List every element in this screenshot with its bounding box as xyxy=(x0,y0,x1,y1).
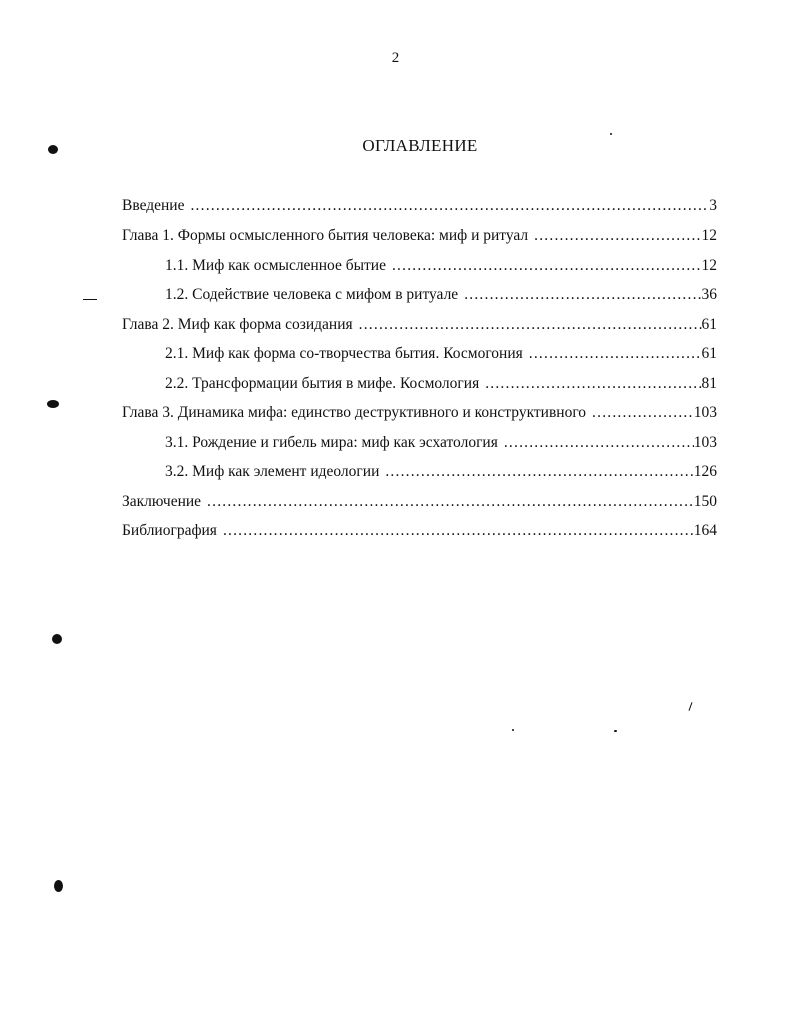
toc-entry-section-3-1 xyxy=(165,434,717,456)
toc-entry-label: Введение xyxy=(122,197,185,214)
page-number: 2 xyxy=(391,50,400,66)
toc-entry-chapter-3 xyxy=(122,404,717,426)
toc-entry-label: Глава 2. Миф как форма созидания xyxy=(122,316,353,333)
toc-entry-page: 61 xyxy=(701,345,717,362)
leader-dots xyxy=(529,345,702,363)
toc-entry-page: 103 xyxy=(693,434,717,451)
toc-entry-section-1-1 xyxy=(165,257,717,279)
scan-speck xyxy=(688,702,692,711)
toc-entry-page: 150 xyxy=(693,493,717,510)
toc-entry-section-2-1 xyxy=(165,345,717,367)
leader-dots xyxy=(534,227,701,245)
scan-speck xyxy=(48,145,58,154)
toc-entry-section-3-2 xyxy=(165,463,717,485)
toc-entry-page: 164 xyxy=(693,522,717,539)
toc-entry-page: 36 xyxy=(701,286,717,303)
leader-dots xyxy=(207,493,694,511)
toc-title: ОГЛАВЛЕНИЕ xyxy=(362,136,478,155)
toc-entry-page: 126 xyxy=(693,463,717,480)
scan-speck xyxy=(54,880,63,892)
toc-entry-label: Глава 1. Формы осмысленного бытия человека: миф и ритуал xyxy=(122,227,529,244)
toc-entry-page: 12 xyxy=(701,227,717,244)
toc-entry-page: 81 xyxy=(701,375,717,392)
toc-entry-page: 103 xyxy=(693,404,717,421)
scan-speck xyxy=(610,133,612,135)
leader-dots xyxy=(190,197,709,215)
leader-dots xyxy=(392,257,702,275)
toc-entry-label: 2.2. Трансформации бытия в мифе. Космология xyxy=(165,375,480,392)
leader-dots xyxy=(592,404,694,422)
scan-speck xyxy=(614,730,617,732)
toc-entry-label: 1.1. Миф как осмысленное бытие xyxy=(165,257,386,274)
leader-dots xyxy=(385,463,693,481)
scan-speck xyxy=(512,729,514,731)
toc-entry-section-1-2 xyxy=(165,286,717,308)
toc-entry-label: 3.2. Миф как элемент идеологии xyxy=(165,463,380,480)
toc-entry-page: 12 xyxy=(701,257,717,274)
toc-entry-chapter-2 xyxy=(122,316,717,338)
leader-dots xyxy=(504,434,694,452)
toc-entry-label: 1.2. Содействие человека с мифом в ритуале xyxy=(165,286,459,303)
toc-entry-label: Заключение xyxy=(122,493,202,510)
toc-entry-label: Глава 3. Динамика мифа: единство деструктивного и конструктивного xyxy=(122,404,587,421)
toc-entry-chapter-1 xyxy=(122,227,717,249)
leader-dots xyxy=(464,286,701,304)
toc-entry-section-2-2 xyxy=(165,375,717,397)
scan-speck xyxy=(83,299,97,300)
toc-entry-page: 3 xyxy=(709,197,717,214)
toc-entry-label: Библиография xyxy=(122,522,217,539)
toc-entry-label: 3.1. Рождение и гибель мира: миф как эсхатология xyxy=(165,434,498,451)
toc-entry-bibliography xyxy=(122,522,717,544)
toc-entry-label: 2.1. Миф как форма со-творчества бытия. Космогония xyxy=(165,345,523,362)
leader-dots xyxy=(359,316,702,334)
toc-entry-conclusion xyxy=(122,493,717,515)
toc-entry-introduction xyxy=(122,197,717,219)
toc-entry-page: 61 xyxy=(701,316,717,333)
scan-speck xyxy=(52,634,62,644)
leader-dots xyxy=(485,375,701,393)
leader-dots xyxy=(223,522,694,540)
scan-speck xyxy=(47,400,59,408)
